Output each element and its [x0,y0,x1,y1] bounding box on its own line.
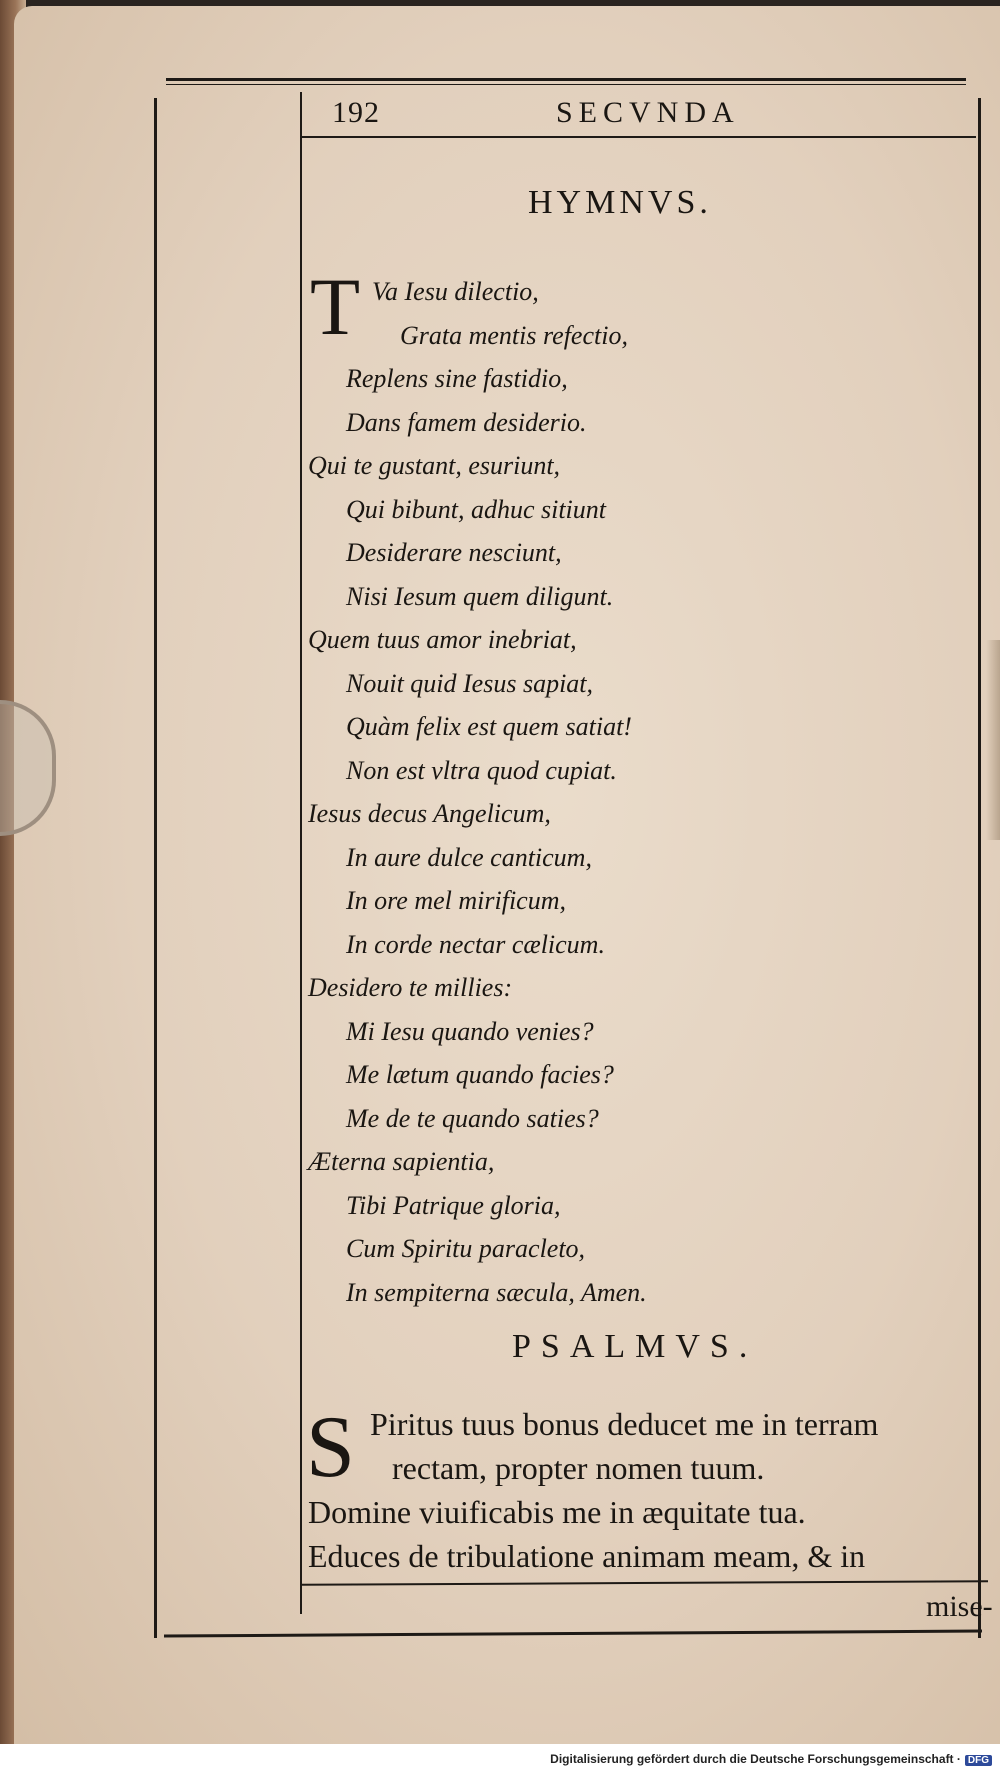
frame-top-rule-thin [166,84,966,85]
verse-line: Quàm felix est quem satiat! [346,712,632,741]
verse-line: Mi Iesu quando venies? [346,1016,594,1046]
verse-line: Dans famem desiderio. [346,407,587,437]
funding-credit [550,1752,992,1766]
hymn-title: HYMNVS. [528,184,712,221]
frame-left-rule [154,98,157,1638]
text-block-left-rule [300,92,302,1614]
verse-line: Replens sine fastidio, [346,364,568,393]
funding-credit-text: Digitalisierung gefördert durch die Deutsche Forschungsgemeinschaft · [550,1752,961,1766]
psalm-line: Educes de tribulatione animam meam, & in [308,1538,866,1574]
verse-line: Qui te gustant, esuriunt, [308,451,561,480]
verse-line: Desidero te millies: [308,973,513,1002]
catchword: mise- [926,1590,993,1623]
verse-line: Quem tuus amor inebriat, [308,625,577,654]
psalm-line: rectam, propter nomen tuum. [392,1450,765,1486]
verse-line: In aure dulce canticum, [346,842,592,872]
verse-line: Iesus decus Angelicum, [308,799,551,828]
verse-line: Va Iesu dilectio, [372,277,539,306]
verse-line: Nisi Iesum quem diligunt. [346,581,614,611]
verse-line: In sempiterna sæcula, Amen. [346,1277,647,1307]
dfg-logo: DFG [965,1755,992,1766]
verse-line: In ore mel mirificum, [346,886,566,915]
facing-page-edge [986,640,1000,840]
frame-top-rule [166,78,966,81]
psalm-line: Domine viuificabis me in æquitate tua. [308,1494,806,1530]
verse-line: Qui bibunt, adhuc sitiunt [346,494,606,524]
header-rule [300,136,976,138]
verse-line: Grata mentis refectio, [400,320,628,350]
verse-line: Non est vltra quod cupiat. [346,755,617,785]
running-head: SECVNDA [556,96,740,129]
verse-line: Tibi Patrique gloria, [346,1190,561,1220]
page-number: 192 [332,96,380,129]
verse-line: In corde nectar cælicum. [346,929,605,959]
psalm-drop-cap: S [306,1399,355,1496]
hymn-drop-cap: T [310,261,361,352]
hymn-text [308,270,968,1314]
verse-line: Desiderare nesciunt, [346,538,562,567]
verse-line: Æterna sapientia, [308,1147,495,1176]
psalm-text [306,1399,988,1578]
psalm-line: Piritus tuus bonus deducet me in terram [370,1406,879,1442]
verse-line: Nouit quid Iesus sapiat, [346,668,594,698]
verse-line: Me lætum quando facies? [346,1060,614,1089]
verse-line: Cum Spiritu paracleto, [346,1234,586,1263]
psalm-title: PSALMVS. [512,1328,758,1365]
verse-line: Me de te quando saties? [346,1103,599,1133]
